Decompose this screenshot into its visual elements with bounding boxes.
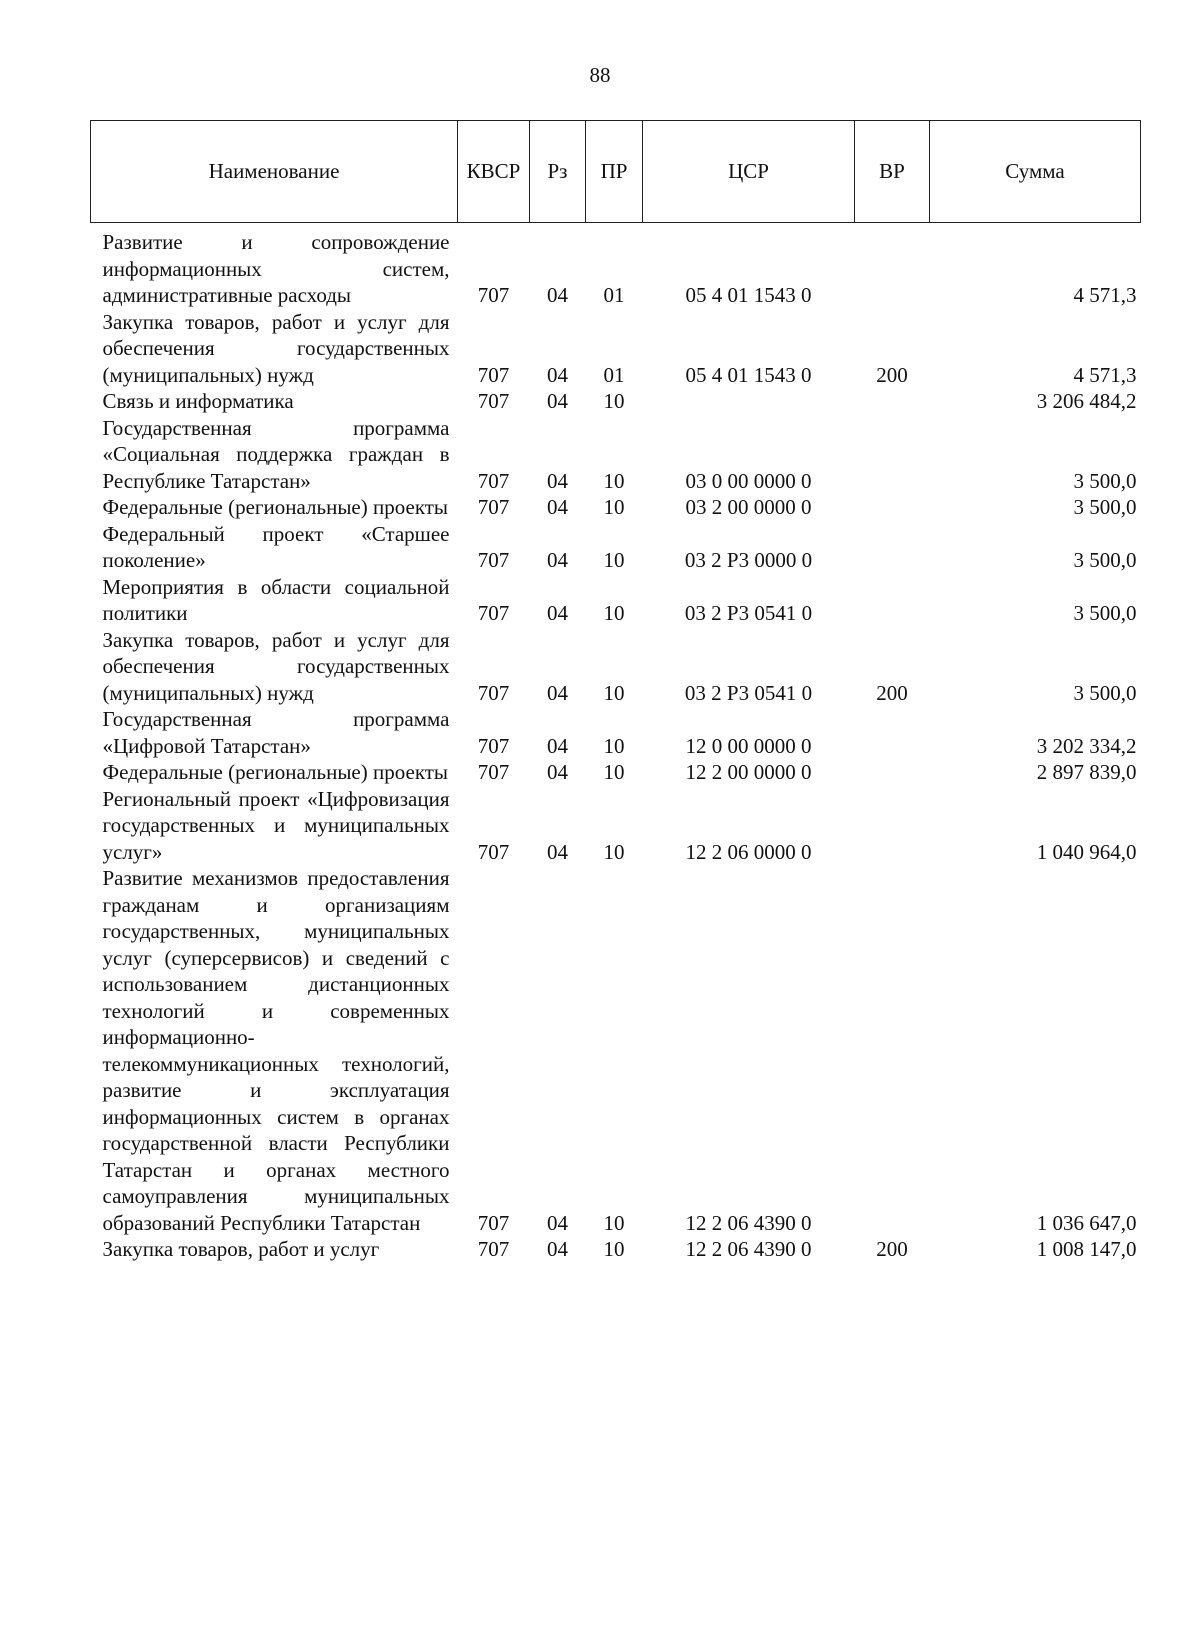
cell-sum: 4 571,3 [1073, 283, 1137, 307]
cell-vr [855, 574, 930, 627]
table-row [91, 521, 1141, 574]
cell-vr: 200 [876, 1237, 908, 1261]
cell-sum: 3 206 484,2 [1036, 389, 1137, 413]
cell-sum: 4 571,3 [1073, 362, 1137, 387]
cell-csr: 12 2 06 4390 0 [685, 1210, 812, 1235]
header-csr: ЦСР [643, 121, 855, 223]
header-sum: Сумма [930, 121, 1141, 223]
cell-csr: 05 4 01 1543 0 [685, 283, 812, 307]
cell-name: Развитие и сопровождение информационных систем, административные расходы [102, 230, 450, 307]
cell-sum: 3 500,0 [1073, 495, 1137, 519]
cell-sum: 1 036 647,0 [1036, 1210, 1137, 1235]
cell-pr: 10 [603, 733, 625, 758]
cell-pr: 10 [603, 548, 625, 572]
cell-kvsr: 707 [477, 1210, 510, 1235]
cell-rz: 04 [547, 362, 568, 387]
cell-name: Связь и информатика [102, 389, 294, 413]
cell-pr: 10 [603, 495, 625, 519]
cell-pr: 10 [603, 839, 625, 864]
cell-rz: 04 [547, 680, 568, 705]
cell-rz: 04 [547, 601, 568, 625]
table-row [91, 223, 1141, 309]
cell-pr: 01 [603, 362, 625, 387]
cell-name: Закупка товаров, работ и услуг [102, 1237, 380, 1261]
cell-kvsr: 707 [477, 760, 510, 784]
table-row [91, 574, 1141, 627]
cell-rz: 04 [547, 548, 568, 572]
cell-kvsr: 707 [477, 839, 510, 864]
cell-kvsr: 707 [477, 389, 510, 413]
cell-csr: 12 0 00 0000 0 [685, 733, 812, 758]
cell-name: Государственная программа «Цифровой Татарстан» [102, 707, 450, 758]
cell-pr: 10 [603, 468, 625, 493]
cell-vr [855, 759, 930, 786]
cell-sum: 2 897 839,0 [1036, 760, 1137, 784]
cell-pr: 01 [603, 283, 625, 307]
cell-pr: 10 [603, 1237, 625, 1261]
cell-vr [855, 706, 930, 759]
cell-kvsr: 707 [477, 283, 510, 307]
cell-name: Закупка товаров, работ и услуг для обеспечения государственных (муниципальных) нужд [102, 309, 450, 387]
table-row [91, 388, 1141, 415]
cell-name: Региональный проект «Цифровизация государственных и муниципальных услуг» [102, 786, 450, 864]
table-row [91, 494, 1141, 521]
cell-sum: 1 040 964,0 [1036, 839, 1137, 864]
cell-sum: 3 500,0 [1073, 468, 1137, 493]
cell-vr [855, 521, 930, 574]
cell-kvsr: 707 [477, 601, 510, 625]
table-row [91, 865, 1141, 1236]
cell-csr: 12 2 06 4390 0 [685, 1237, 812, 1261]
cell-rz: 04 [547, 839, 568, 864]
cell-rz: 04 [547, 495, 568, 519]
cell-vr [855, 786, 930, 866]
table-row [91, 786, 1141, 866]
table-row [91, 706, 1141, 759]
cell-rz: 04 [547, 760, 568, 784]
cell-csr: 12 2 06 0000 0 [685, 839, 812, 864]
cell-sum: 3 500,0 [1073, 548, 1137, 572]
table-header [91, 121, 1141, 223]
table-row [91, 415, 1141, 495]
cell-pr: 10 [603, 389, 625, 413]
cell-sum: 1 008 147,0 [1036, 1237, 1137, 1261]
cell-vr [855, 415, 930, 495]
header-pr: ПР [586, 121, 643, 223]
cell-csr: 05 4 01 1543 0 [685, 362, 812, 387]
cell-kvsr: 707 [477, 680, 510, 705]
cell-kvsr: 707 [477, 1237, 510, 1261]
cell-csr: 03 0 00 0000 0 [685, 468, 812, 493]
cell-rz: 04 [547, 733, 568, 758]
budget-table [90, 120, 1141, 1263]
cell-sum: 3 202 334,2 [1036, 733, 1137, 758]
cell-kvsr: 707 [477, 495, 510, 519]
cell-kvsr: 707 [477, 733, 510, 758]
header-vr: ВР [855, 121, 930, 223]
cell-csr: 03 2 P3 0541 0 [684, 680, 813, 705]
cell-vr: 200 [876, 362, 908, 387]
cell-pr: 10 [603, 760, 625, 784]
cell-sum: 3 500,0 [1073, 680, 1137, 705]
cell-csr: 03 2 P3 0541 0 [684, 601, 813, 625]
cell-csr [643, 388, 855, 415]
table-row [91, 759, 1141, 786]
header-kvsr: КВСР [458, 121, 530, 223]
cell-kvsr: 707 [477, 468, 510, 493]
table-body [91, 223, 1141, 1263]
cell-csr: 12 2 00 0000 0 [685, 760, 812, 784]
table-row [91, 627, 1141, 707]
cell-name: Федеральные (региональные) проекты [102, 495, 449, 519]
cell-name: Мероприятия в области социальной политики [102, 574, 450, 625]
cell-kvsr: 707 [477, 362, 510, 387]
cell-pr: 10 [603, 601, 625, 625]
header-rz: Рз [530, 121, 586, 223]
cell-csr: 03 2 P3 0000 0 [684, 548, 813, 572]
cell-name: Федеральный проект «Старшее поколение» [102, 521, 450, 572]
table-row [91, 1236, 1141, 1263]
cell-kvsr: 707 [477, 548, 510, 572]
cell-rz: 04 [547, 389, 568, 413]
cell-sum: 3 500,0 [1073, 601, 1137, 625]
cell-vr [855, 865, 930, 1236]
cell-name: Развитие механизмов предоставления гражданам и организациям государственных, муниципальных услуг (суперсервисов) и сведений с использованием дистанционных технологий и современных информационно-телекоммуникационных технологий, развитие и эксплуатация информационных систем в органах государственной власти Республики Татарстан и органах местного самоуправления муниципальных образований Республики Татарстан [102, 866, 450, 1235]
cell-pr: 10 [603, 1210, 625, 1235]
cell-pr: 10 [603, 680, 625, 705]
table-row [91, 309, 1141, 389]
cell-csr: 03 2 00 0000 0 [685, 495, 812, 519]
cell-rz: 04 [547, 1210, 568, 1235]
cell-rz: 04 [547, 1237, 568, 1261]
cell-rz: 04 [547, 468, 568, 493]
cell-vr [855, 388, 930, 415]
header-name: Наименование [91, 121, 458, 223]
cell-vr [855, 494, 930, 521]
cell-name: Закупка товаров, работ и услуг для обеспечения государственных (муниципальных) нужд [102, 627, 450, 705]
cell-name: Федеральные (региональные) проекты [102, 760, 449, 784]
cell-name: Государственная программа «Социальная поддержка граждан в Республике Татарстан» [102, 415, 450, 493]
page-number: 88 [589, 63, 611, 87]
cell-vr [855, 223, 930, 309]
cell-vr: 200 [876, 680, 908, 705]
cell-rz: 04 [547, 283, 568, 307]
